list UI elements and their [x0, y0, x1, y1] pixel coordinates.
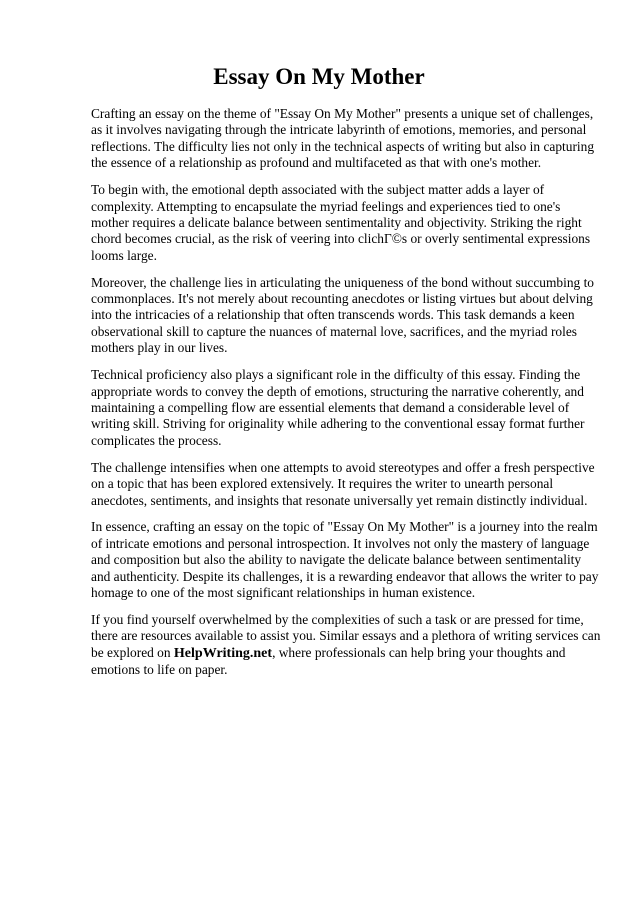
closing-text-end: , where professionals can help bring your thoughts and emotions to life on paper. [91, 644, 566, 678]
page-title: Essay On My Mother [213, 64, 425, 89]
paragraph-3: Moreover, the challenge lies in articulating the uniqueness of the bond without succumbing to commonplaces. It's not merely about recounting anecdotes or listing virtues but about delving into the intricacies of a relationship that often transcends words. This task demands a keen observational skill to capture the nuances of maternal love, sacrifices, and the myriad roles mothers play in our lives. [91, 274, 594, 356]
helpwriting-link[interactable]: HelpWriting.net [173, 645, 273, 661]
closing-paragraph [91, 612, 601, 679]
paragraph-4: Technical proficiency also plays a significant role in the difficulty of this essay. Finding the appropriate words to convey the depth of emotions, structuring the narrative coherently, and maintaining a compelling flow are essential elements that demand a considerable level of writing skill. Striving for originality while adhering to the conventional essay format further complicates the process. [91, 367, 585, 448]
essay-body [91, 106, 601, 689]
paragraph-5: The challenge intensifies when one attempts to avoid stereotypes and offer a fresh perspective on a topic that has been explored extensively. It requires the writer to unearth personal anecdotes, sentiments, and insights that resonate universally yet remain distinctly individual. [91, 459, 595, 508]
paragraph-1: Crafting an essay on the theme of "Essay On My Mother" presents a unique set of challenges, as it involves navigating through the intricate labyrinth of emotions, memories, and personal reflections. The difficulty lies not only in the technical aspects of writing but also in capturing the essence of a relationship as profound and multifaceted as that with one's mother. [91, 106, 595, 171]
paragraph-2: To begin with, the emotional depth associated with the subject matter adds a layer of complexity. Attempting to encapsulate the myriad feelings and experiences tied to one's mother requires a delicate balance between sentimentality and objectivity. Striking the right chord becomes crucial, as the risk of veering into clichГ©s or overly sentimental expressions looms large. [91, 182, 591, 263]
paragraph-6: In essence, crafting an essay on the topic of "Essay On My Mother" is a journey into the realm of intricate emotions and personal introspection. It involves not only the mastery of language and composition but also the ability to navigate the delicate balance between sentimentality and authenticity. Despite its challenges, it is a rewarding endeavor that allows the writer to pay homage to one of the most significant relationships in human existence. [91, 519, 599, 601]
closing-text-start: If you find yourself overwhelmed by the complexities of such a task or are pressed for time, there are resources available to assist you. Similar essays and a plethora of writing services can be explored on [91, 611, 601, 660]
